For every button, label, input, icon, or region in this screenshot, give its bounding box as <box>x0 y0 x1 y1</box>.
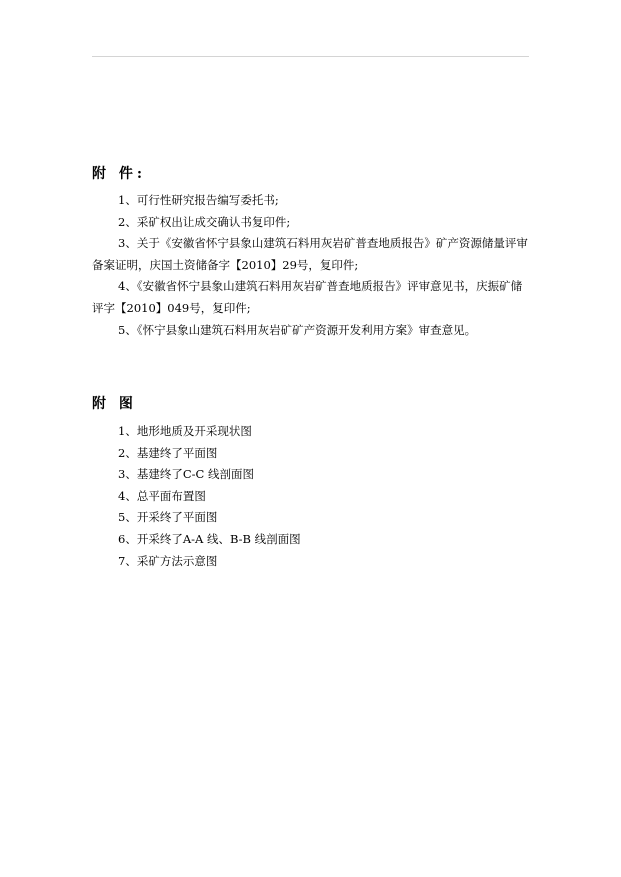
figure-item-6: 6、开采终了A-A 线、B-B 线剖面图 <box>118 531 301 546</box>
attachments-list <box>92 190 529 341</box>
attachment-item-5: 5、《怀宁县象山建筑石料用灰岩矿矿产资源开发利用方案》审查意见。 <box>118 322 477 337</box>
figures-list <box>92 421 529 572</box>
attachment-item-1: 1、可行性研究报告编写委托书; <box>118 193 279 207</box>
attachment-item-4: 4、《安徽省怀宁县象山建筑石料用灰岩矿普查地质报告》评审意见书，庆振矿储评字【2010】049号，复印件; <box>92 279 523 315</box>
figure-item-3: 3、基建终了C-C 线剖面图 <box>118 467 254 482</box>
attachments-heading: 附 件: <box>92 166 147 182</box>
figure-item-2: 2、基建终了平面图 <box>118 445 218 460</box>
attachment-item-3: 3、关于《安徽省怀宁县象山建筑石料用灰岩矿普查地质报告》矿产资源储量评审备案证明，庆国土资储备字【2010】29号，复印件; <box>92 236 528 272</box>
figures-heading: 附 图 <box>92 396 137 412</box>
header-rule <box>92 56 529 57</box>
figure-item-4: 4、总平面布置图 <box>118 488 206 503</box>
figure-item-7: 7、采矿方法示意图 <box>118 553 218 568</box>
figure-item-5: 5、开采终了平面图 <box>118 510 218 525</box>
attachment-item-2: 2、采矿权出让成交确认书复印件; <box>118 214 291 229</box>
figure-item-1: 1、地形地质及开采现状图 <box>118 424 252 438</box>
